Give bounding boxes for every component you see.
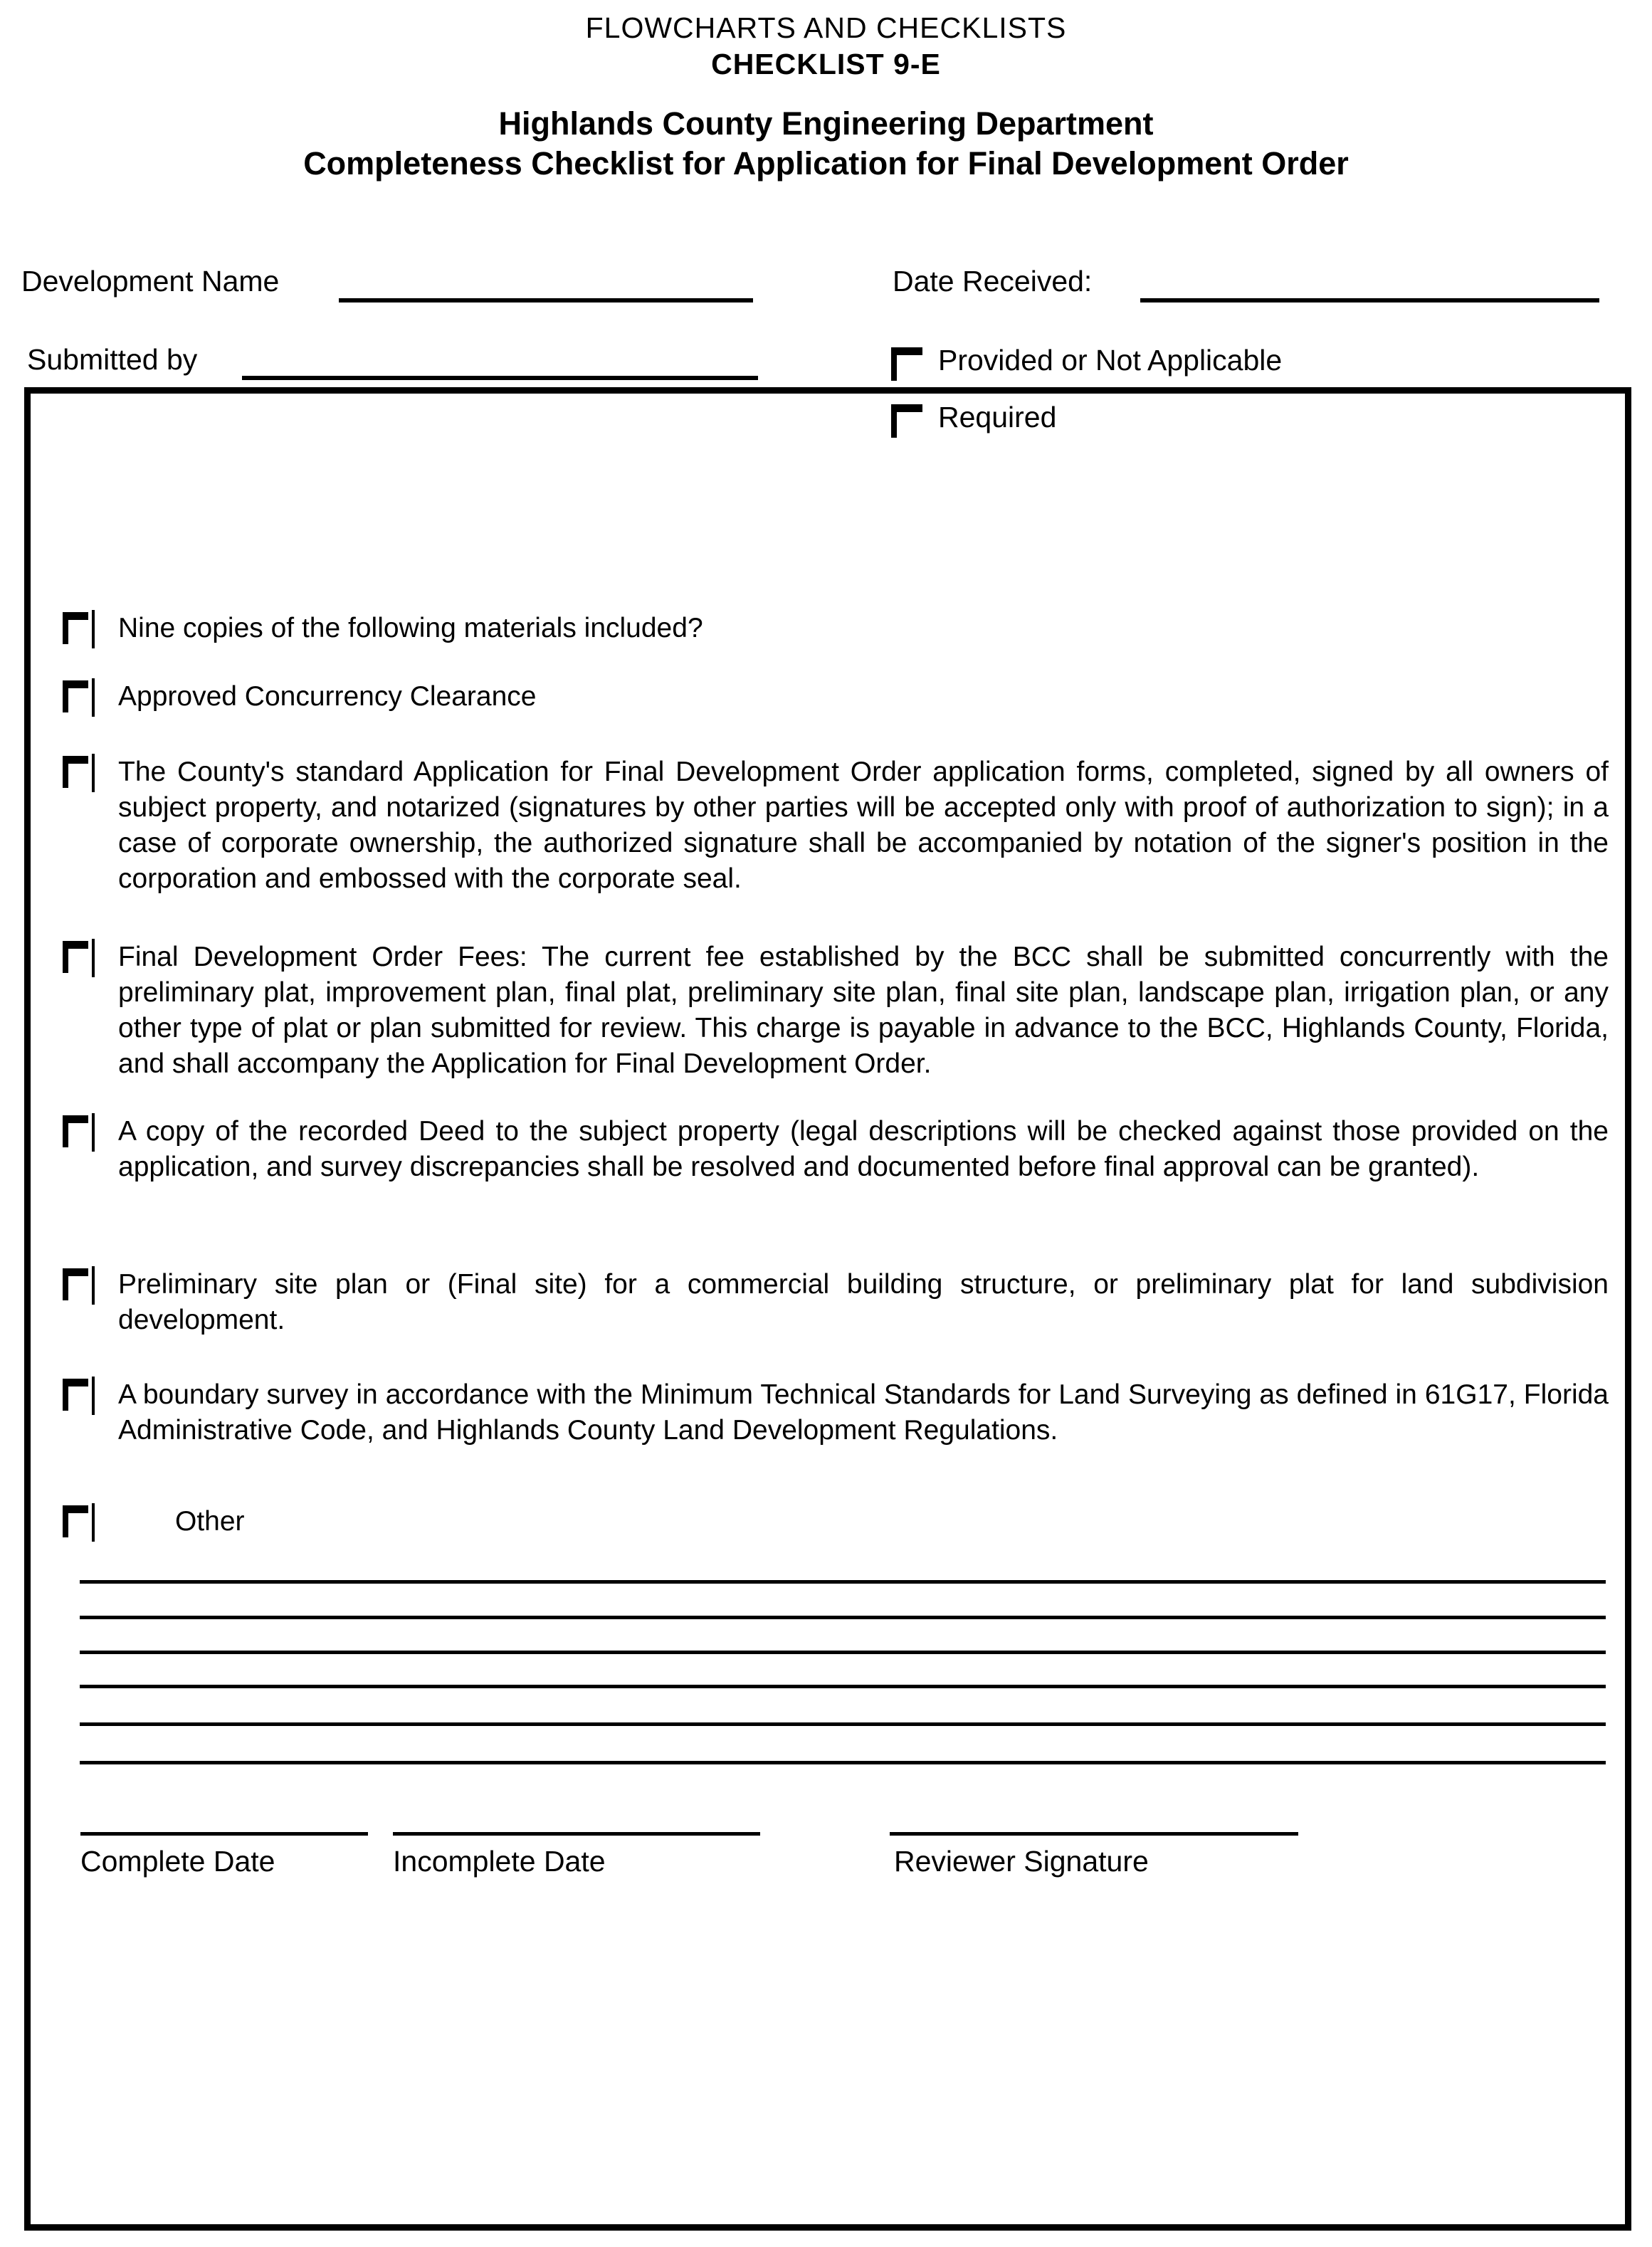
checklist-item [63, 940, 1609, 1082]
provided-label: Provided or Not Applicable [938, 344, 1283, 377]
checklist-item-text: A copy of the recorded Deed to the subject property (legal descriptions will be checked against those provided on the application, and survey discrepancies shall be resolved and documented before final approval can be granted). [118, 1116, 1609, 1182]
item-checkbox[interactable] [63, 1268, 97, 1305]
item-checkbox[interactable] [63, 680, 97, 717]
checklist-number-title: CHECKLIST 9-E [711, 48, 941, 80]
checkbox-icon [63, 1379, 88, 1411]
checkbox-icon [92, 754, 95, 792]
checkbox-icon [63, 941, 88, 973]
checklist-item [63, 1114, 1609, 1185]
checklist-item-text: Approved Concurrency Clearance [118, 681, 537, 712]
page-title: Completeness Checklist for Application for Final Development Order [303, 145, 1349, 181]
development-name-label: Development Name [21, 265, 280, 298]
item-checkbox[interactable] [63, 1115, 97, 1152]
complete-date-field[interactable] [80, 1832, 368, 1836]
checkbox-icon [92, 1113, 95, 1152]
checkbox-icon [63, 680, 88, 712]
other-label: Other [175, 1506, 245, 1537]
other-checkbox[interactable] [63, 1505, 97, 1542]
checklist-item-text: Nine copies of the following materials included? [118, 613, 703, 643]
checkbox-icon [891, 347, 922, 381]
department-title: Highlands County Engineering Department [498, 105, 1154, 142]
submitted-by-label: Submitted by [27, 343, 198, 376]
checklist-item [63, 611, 1609, 646]
checkbox-icon [92, 1503, 95, 1542]
submitted-by-field[interactable] [242, 376, 758, 380]
document-section-title: FLOWCHARTS AND CHECKLISTS [585, 11, 1067, 44]
checkbox-icon [92, 610, 95, 648]
other-blank-line[interactable] [80, 1722, 1606, 1726]
item-checkbox[interactable] [63, 941, 97, 978]
reviewer-signature-label: Reviewer Signature [894, 1845, 1149, 1878]
checklist-item-text: Final Development Order Fees: The current fee established by the BCC shall be submitted concurrently with the preliminary plat, improvement plan, final plat, preliminary site plan, final site plan, landscape plan, irrigation plan, or any other type of plat or plan submitted for review. This charge is payable in advance to the BCC, Highlands County, Florida, and shall accompany the Application for Final Development Order. [118, 942, 1609, 1079]
reviewer-signature-field[interactable] [890, 1832, 1298, 1836]
item-checkbox[interactable] [63, 1379, 97, 1416]
required-label: Required [938, 401, 1057, 433]
checklist-item [63, 1377, 1609, 1448]
complete-date-label: Complete Date [80, 1845, 275, 1878]
checkbox-icon [92, 1266, 95, 1305]
checkbox-icon [63, 756, 88, 788]
date-received-label: Date Received: [893, 265, 1093, 298]
other-blank-line[interactable] [80, 1616, 1606, 1619]
checkbox-icon [63, 1505, 88, 1537]
checkbox-icon [92, 1377, 95, 1415]
development-name-field[interactable] [339, 298, 753, 302]
checkbox-icon [92, 678, 95, 717]
checklist-item [63, 679, 1609, 715]
checklist-item [63, 754, 1609, 897]
checklist-item-text: A boundary survey in accordance with the Minimum Technical Standards for Land Surveying as defined in 61G17, Florida Administrative Code, and Highlands County Land Development Regulations. [118, 1379, 1609, 1446]
item-checkbox[interactable] [63, 612, 97, 649]
other-blank-line[interactable] [80, 1685, 1606, 1688]
incomplete-date-field[interactable] [393, 1832, 760, 1836]
checkbox-icon [63, 612, 88, 644]
item-checkbox[interactable] [63, 756, 97, 793]
other-blank-line[interactable] [80, 1580, 1606, 1584]
other-blank-line[interactable] [80, 1651, 1606, 1654]
checkbox-icon [92, 939, 95, 977]
checklist-item-text: The County's standard Application for Final Development Order application forms, completed, signed by all owners of subject property, and notarized (signatures by other parties will be accepted only with proof of authorization to sign); in a case of corporate ownership, the authorized signature shall be accompanied by notation of the signer's position in the corporation and embossed with the corporate seal. [118, 757, 1609, 894]
date-received-field[interactable] [1140, 298, 1599, 302]
checklist-item-text: Preliminary site plan or (Final site) for a commercial building structure, or preliminary plat for land subdivision development. [118, 1269, 1609, 1335]
incomplete-date-label: Incomplete Date [393, 1845, 606, 1878]
checklist-item [63, 1267, 1609, 1338]
checkbox-icon [63, 1115, 88, 1147]
checkbox-icon [63, 1268, 88, 1300]
provided-checkbox[interactable] [891, 347, 925, 384]
other-blank-line[interactable] [80, 1761, 1606, 1764]
